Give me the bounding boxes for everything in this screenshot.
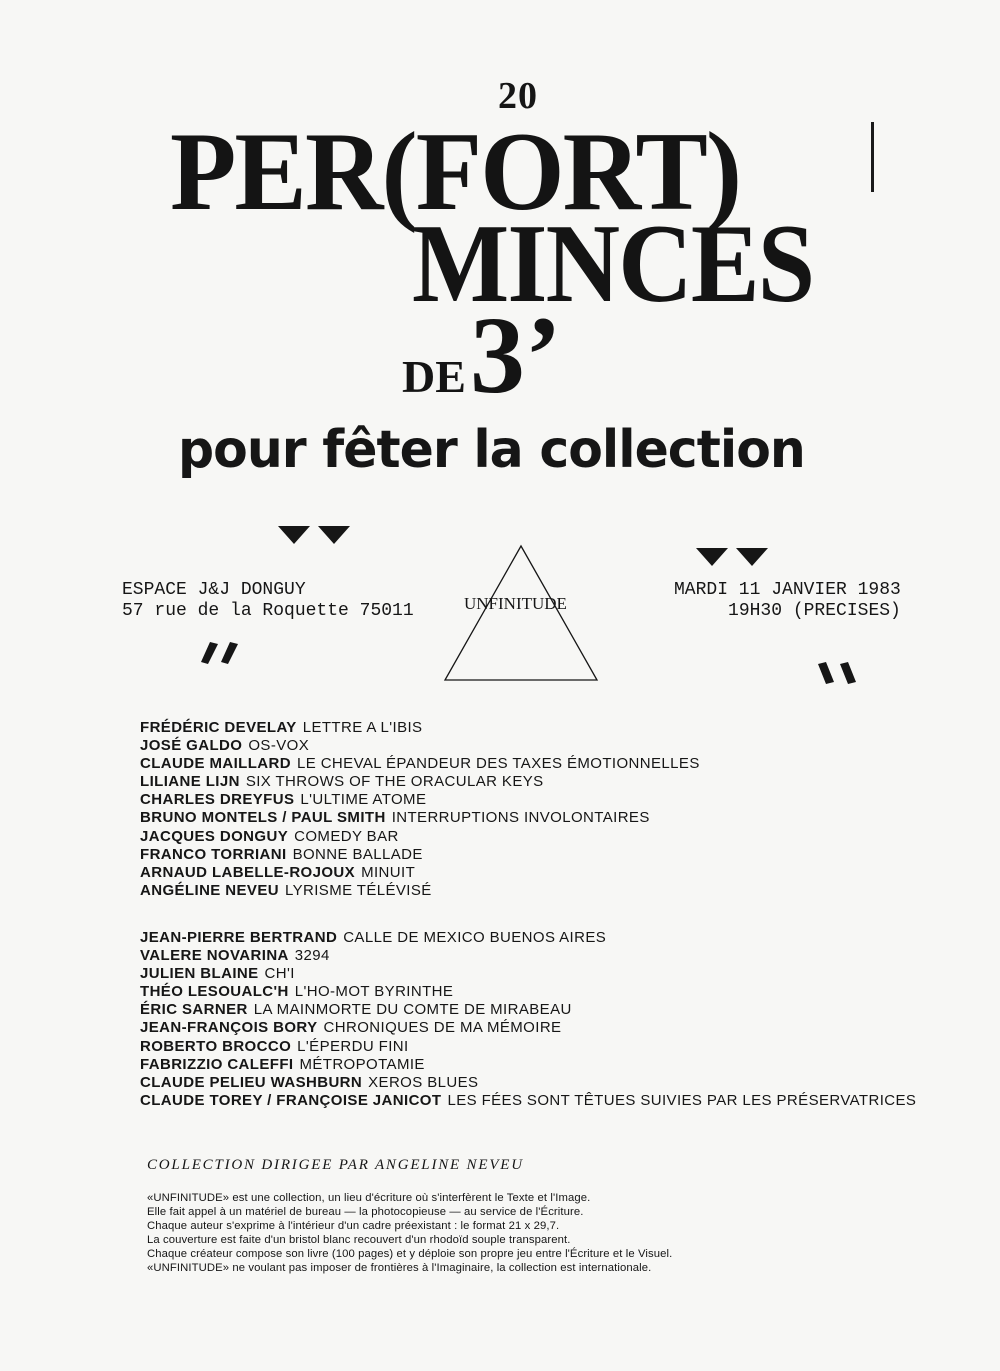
- subtitle: pour fêter la collection: [178, 420, 805, 480]
- list-item: FRANCO TORRIANI BONNE BALLADE: [140, 845, 423, 863]
- list-item: ROBERTO BROCCO L'ÉPERDU FINI: [140, 1037, 409, 1055]
- list-item: ARNAUD LABELLE-ROJOUX MINUIT: [140, 863, 416, 881]
- list-item: CLAUDE MAILLARD LE CHEVAL ÉPANDEUR DES TAXES ÉMOTIONNELLES: [140, 755, 700, 773]
- list-item: JEAN-FRANÇOIS BORY CHRONIQUES DE MA MÉMOIRE: [140, 1019, 562, 1037]
- title-duration: 3’: [470, 294, 562, 416]
- venue-address: 57 rue de la Roquette 75011: [122, 601, 414, 621]
- list-item: LILIANE LIJN SIX THROWS OF THE ORACULAR KEYS: [140, 773, 544, 791]
- list-item: THÉO LESOUALC'H L'HO-MOT BYRINTHE: [140, 983, 454, 1001]
- list-item: VALERE NOVARINA 3294: [140, 947, 330, 965]
- list-item: CLAUDE PELIEU WASHBURN XEROS BLUES: [140, 1073, 479, 1091]
- list-item: FABRIZZIO CALEFFI MÉTROPOTAMIE: [140, 1055, 425, 1073]
- list-item: CHARLES DREYFUS L'ULTIME ATOME: [140, 791, 427, 809]
- event-date: MARDI 11 JANVIER 1983: [674, 580, 901, 600]
- description-line: Chaque auteur s'exprime à l'intérieur d'un cadre préexistant : le format 21 x 29,7.: [147, 1219, 560, 1232]
- description-line: Elle fait appel à un matériel de bureau — la photocopieuse — au service de l'Écriture.: [147, 1205, 584, 1218]
- venue-name: ESPACE J&J DONGUY: [122, 580, 306, 600]
- list-item: FRÉDÉRIC DEVELAY LETTRE A L'IBIS: [140, 719, 423, 736]
- list-item: JOSÉ GALDO OS-VOX: [140, 737, 310, 755]
- description-line: La couverture est faite d'un bristol blanc recouvert d'un rhodoïd souple transparent.: [147, 1233, 571, 1246]
- performers-list-1: [140, 719, 700, 900]
- list-item: CLAUDE TOREY / FRANÇOISE JANICOT LES FÉES SONT TÊTUES SUIVIES PAR LES PRÉSERVATRICES: [140, 1091, 917, 1109]
- venue-block: [122, 580, 414, 622]
- list-item: JACQUES DONGUY COMEDY BAR: [140, 827, 399, 845]
- edition-number: 20: [498, 75, 538, 117]
- description-paragraph: [147, 1192, 672, 1275]
- title-line-2: MINCES: [412, 202, 814, 326]
- close-quote-icon: [814, 660, 864, 688]
- description-line: Chaque créateur compose son livre (100 pages) et y déploie son propre jeu entre l'Écriture et le Visuel.: [147, 1247, 673, 1260]
- event-block: [674, 580, 901, 622]
- list-item: ANGÉLINE NEVEU LYRISME TÉLÉVISÉ: [140, 881, 432, 899]
- title-line-1: PER(FORT): [170, 110, 741, 234]
- logo-label: UNFINITUDE: [464, 594, 567, 613]
- description-line: «UNFINITUDE» est une collection, un lieu d'écriture où s'interfèrent le Texte et l'Image.: [147, 1192, 591, 1204]
- collection-credit: COLLECTION DIRIGEE PAR ANGELINE NEVEU: [147, 1157, 524, 1173]
- list-item: JEAN-PIERRE BERTRAND CALLE DE MEXICO BUENOS AIRES: [140, 929, 607, 946]
- vertical-divider: [871, 122, 874, 192]
- chevrons-left-icon: [276, 524, 356, 546]
- performers-list-2: [140, 929, 916, 1110]
- chevrons-right-icon: [694, 546, 774, 568]
- list-item: BRUNO MONTELS / PAUL SMITH INTERRUPTIONS INVOLONTAIRES: [140, 809, 650, 827]
- list-item: ÉRIC SARNER LA MAINMORTE DU COMTE DE MIRABEAU: [140, 1001, 572, 1019]
- title-de: DE: [402, 351, 466, 402]
- event-time: 19H30 (PRECISES): [728, 601, 901, 621]
- list-item: JULIEN BLAINE CH'I: [140, 965, 295, 983]
- description-line: «UNFINITUDE» ne voulant pas imposer de frontières à l'Imaginaire, la collection est internationale.: [147, 1261, 652, 1274]
- open-quote-icon: [198, 640, 248, 668]
